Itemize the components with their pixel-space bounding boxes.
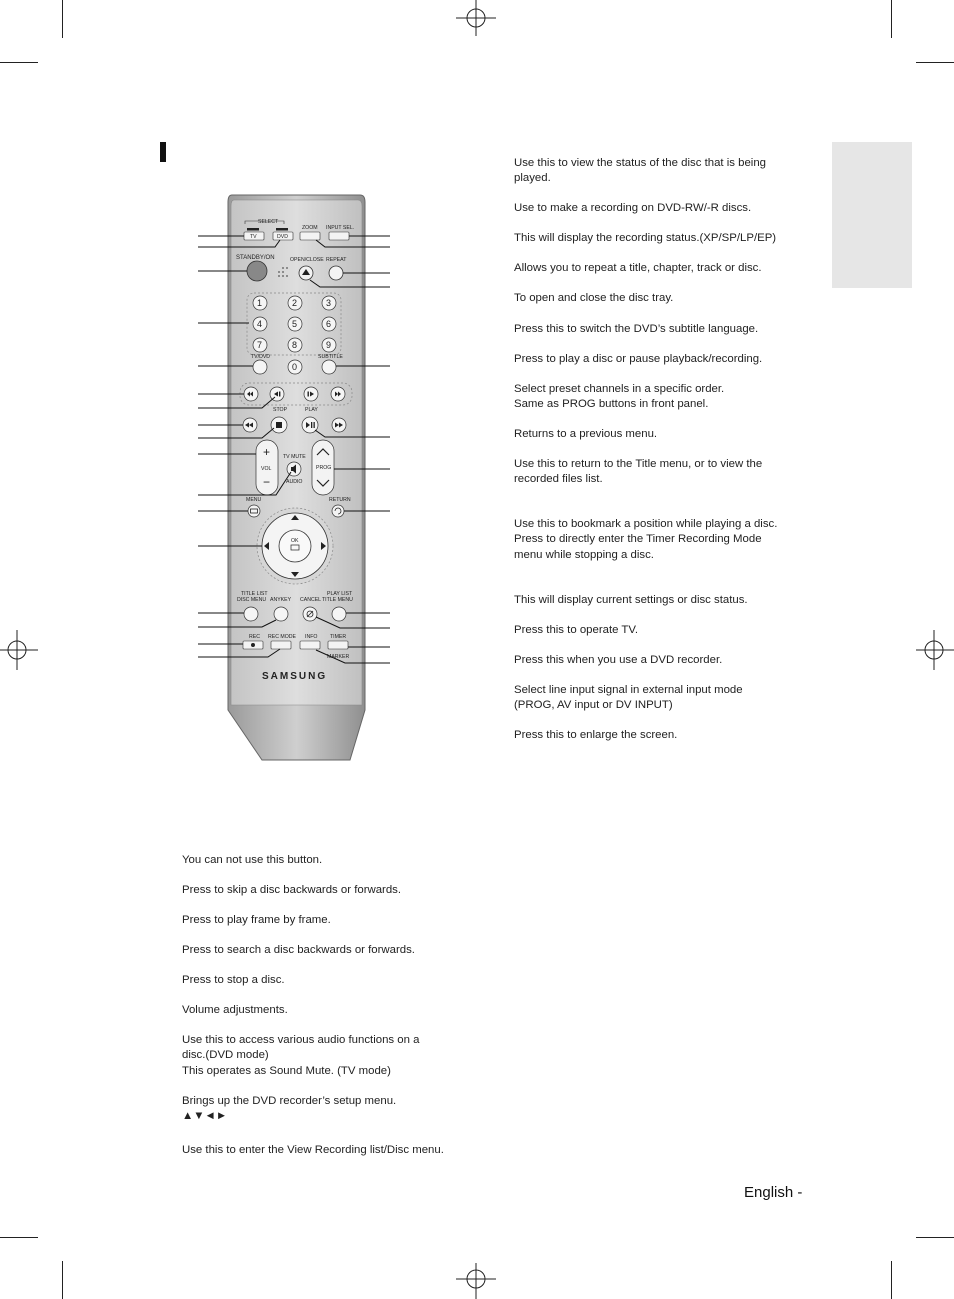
description-search: Press to search a disc backwards or forwards. bbox=[182, 944, 415, 956]
digit-label: 8 bbox=[292, 340, 298, 350]
standby-label: STANDBY/ON bbox=[236, 255, 275, 261]
description-return: Returns to a previous menu. bbox=[514, 428, 658, 440]
description-repeat: Allows you to repeat a title, chapter, track or disc. bbox=[514, 262, 762, 274]
timer-button[interactable] bbox=[328, 641, 348, 649]
rec-mode-label: REC MODE bbox=[268, 634, 296, 640]
digit-label: 9 bbox=[326, 340, 332, 350]
vol-label: VOL bbox=[261, 466, 272, 472]
repeat-button[interactable] bbox=[329, 266, 343, 280]
page-footer: English - bbox=[744, 1184, 803, 1201]
marker-label: MARKER bbox=[327, 654, 350, 660]
digit-label: 0 bbox=[292, 362, 298, 372]
crop-mark bbox=[891, 0, 892, 38]
description-stop: Press to stop a disc. bbox=[182, 974, 285, 986]
volume-down-icon: − bbox=[263, 475, 271, 489]
digit-label: 7 bbox=[257, 340, 263, 350]
chapter-side-tab bbox=[832, 142, 912, 288]
description-dvd: Press this when you use a DVD recorder. bbox=[514, 654, 723, 666]
registration-mark bbox=[0, 630, 40, 670]
tv-dvd-label: TV/DVD bbox=[251, 354, 271, 360]
subtitle-button[interactable] bbox=[322, 360, 336, 374]
prog-label: PROG bbox=[316, 465, 332, 471]
registration-mark bbox=[456, 0, 496, 40]
description-step: Press to play frame by frame. bbox=[182, 914, 331, 926]
registration-mark bbox=[914, 630, 954, 670]
description-anykey: You can not use this button. bbox=[182, 854, 323, 866]
select-label: SELECT bbox=[258, 219, 279, 225]
description-skip: Press to skip a disc backwards or forwards. bbox=[182, 884, 402, 896]
return-button[interactable] bbox=[332, 505, 344, 517]
description-subtitle: Press this to switch the DVD’s subtitle language. bbox=[514, 323, 759, 335]
cancel-label: CANCEL bbox=[300, 597, 322, 603]
description-rec-mode: This will display the recording status.(XP/SP/LP/EP) bbox=[514, 232, 777, 244]
play-list-label: PLAY LIST bbox=[327, 591, 353, 597]
description-play-pause: Press to play a disc or pause playback/recording. bbox=[514, 353, 763, 365]
standby-button[interactable] bbox=[247, 261, 267, 281]
section-title-marker bbox=[160, 142, 166, 162]
description-info: Use this to view the status of the disc that is being played. bbox=[514, 157, 766, 185]
tv-label: TV bbox=[250, 234, 257, 240]
title-menu-label: TITLE MENU bbox=[322, 597, 353, 603]
description-tv: Press this to operate TV. bbox=[514, 624, 639, 636]
crop-mark bbox=[0, 62, 38, 63]
info-button[interactable] bbox=[300, 641, 320, 649]
description-disc-menu: Use this to enter the View Recording list/Disc menu. bbox=[182, 1144, 444, 1156]
title-list-label: TITLE LIST bbox=[241, 591, 268, 597]
description-marker-timer: Use this to bookmark a position while playing a disc. Press to directly enter the Timer Recording Mode menu while stopping a disc. bbox=[514, 518, 778, 561]
rec-mode-button[interactable] bbox=[271, 641, 291, 649]
crop-mark bbox=[0, 1237, 38, 1238]
info-label: INFO bbox=[305, 634, 318, 640]
volume-up-icon: + bbox=[263, 445, 271, 459]
crop-mark bbox=[916, 1237, 954, 1238]
description-input-sel: Select line input signal in external input mode (PROG, AV input or DV INPUT) bbox=[514, 684, 743, 712]
description-menu: Brings up the DVD recorder’s setup menu. ▲▼◄► bbox=[182, 1095, 397, 1123]
digit-label: 4 bbox=[257, 319, 263, 329]
description-zoom: Press this to enlarge the screen. bbox=[514, 729, 678, 741]
crop-mark bbox=[62, 1261, 63, 1299]
anykey-label: ANYKEY bbox=[270, 597, 292, 603]
return-label: RETURN bbox=[329, 497, 351, 503]
play-list-button[interactable] bbox=[332, 607, 346, 621]
description-info-display: This will display current settings or disc status. bbox=[514, 594, 748, 606]
tv-dvd-button[interactable] bbox=[253, 360, 267, 374]
title-list-button[interactable] bbox=[244, 607, 258, 621]
tv-mute-label: TV MUTE bbox=[283, 454, 306, 460]
input-sel-button[interactable] bbox=[329, 232, 349, 240]
digit-label: 2 bbox=[292, 298, 298, 308]
rec-label: REC bbox=[249, 634, 260, 640]
description-audio: Use this to access various audio functions on a disc.(DVD mode) This operates as Sound Mute. (TV mode) bbox=[182, 1034, 420, 1077]
brand-logo: SAMSUNG bbox=[262, 671, 328, 682]
description-open-close: To open and close the disc tray. bbox=[514, 292, 674, 304]
remote-control-illustration bbox=[150, 185, 400, 770]
subtitle-label: SUBTITLE bbox=[318, 354, 343, 360]
ok-label: OK bbox=[291, 538, 299, 544]
repeat-label: REPEAT bbox=[326, 257, 347, 263]
record-icon bbox=[251, 643, 255, 647]
crop-mark bbox=[916, 62, 954, 63]
timer-label: TIMER bbox=[330, 634, 347, 640]
play-label: PLAY bbox=[305, 407, 318, 413]
menu-label: MENU bbox=[246, 497, 262, 503]
audio-label: AUDIO bbox=[286, 479, 303, 485]
zoom-label: ZOOM bbox=[302, 225, 318, 231]
digit-label: 6 bbox=[326, 319, 332, 329]
disc-menu-label: DISC MENU bbox=[237, 597, 267, 603]
crop-mark bbox=[62, 0, 63, 38]
registration-mark bbox=[456, 1259, 496, 1299]
input-sel-label: INPUT SEL. bbox=[326, 225, 355, 231]
stop-label: STOP bbox=[273, 407, 288, 413]
zoom-button[interactable] bbox=[300, 232, 320, 240]
anykey-button[interactable] bbox=[274, 607, 288, 621]
crop-mark bbox=[891, 1261, 892, 1299]
ok-button[interactable] bbox=[279, 530, 311, 562]
digit-label: 1 bbox=[257, 298, 263, 308]
description-volume: Volume adjustments. bbox=[182, 1004, 288, 1016]
digit-label: 3 bbox=[326, 298, 332, 308]
menu-button[interactable] bbox=[248, 505, 260, 517]
description-prog: Select preset channels in a specific order. Same as PROG buttons in front panel. bbox=[514, 383, 725, 411]
description-rec: Use to make a recording on DVD-RW/-R discs. bbox=[514, 202, 752, 214]
dvd-label: DVD bbox=[277, 234, 288, 240]
open-close-label: OPEN/CLOSE bbox=[290, 257, 324, 263]
digit-label: 5 bbox=[292, 319, 298, 329]
description-title-menu: Use this to return to the Title menu, or to view the recorded files list. bbox=[514, 458, 763, 486]
